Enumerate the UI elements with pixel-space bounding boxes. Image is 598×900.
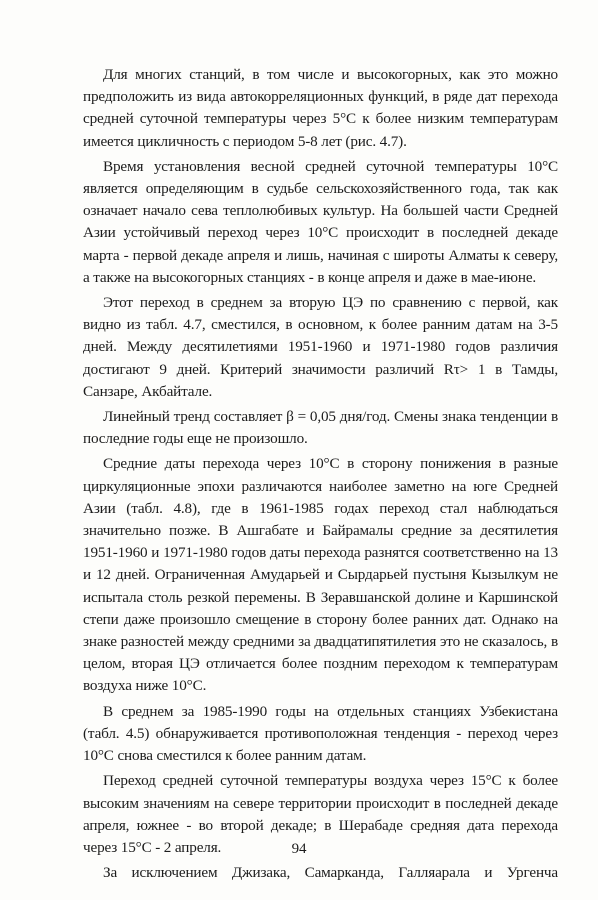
paragraph-6: В среднем за 1985-1990 годы на отдельных станциях Узбекистана (табл. 4.5) обнаруживается противоположная тенденция - переход через 10°С снова сместился к более ранним датам. <box>83 702 558 765</box>
paragraph-2: Время установления весной средней суточной температуры 10°С является определяющим в судьбе сельскохозяйственного года, так как означает начало сева теплолюбивых культур. На большей части Средней Азии устойчивый переход через 10°С происходит в последней декаде марта - первой декаде апреля и лишь, начиная с широты Алматы к северу, а также на высокогорных станциях - в конце апреля и даже в мае-июне. <box>83 157 558 286</box>
paragraph-3: Этот переход в среднем за вторую ЦЭ по сравнению с первой, как видно из табл. 4.7, сместился, в основном, к более ранним датам на 3-5 дней. Между десятилетиями 1951-1960 и 1971-1980 годов различия достигают 9 дней. Критерий значимости различий Rτ> 1 в Тамды, Санзаре, Акбайтале. <box>83 294 558 400</box>
paragraph-1: Для многих станций, в том числе и высокогорных, как это можно предположить из вида автокорреляционных функций, в ряде дат перехода средней суточной температуры через 5°С к более низким температурам имеется цикличность с периодом 5-8 лет (рис. 4.7). <box>83 66 558 150</box>
paragraph-7: Переход средней суточной температуры воздуха через 15°С к более высоким значениям на севере территории происходит в последней декаде апреля, южнее - во второй декаде; в Шерабаде средняя дата перехода через 15°С - 2 апреля. <box>83 772 558 856</box>
page-number: 94 <box>291 841 307 857</box>
paragraph-8: За исключением Джизака, Самарканда, Галляарала и Ургенча <box>103 864 558 882</box>
paragraph-4: Линейный тренд составляет β = 0,05 дня/год. Смены знака тенденции в последние годы еще не произошло. <box>83 408 558 448</box>
paragraph-5: Средние даты перехода через 10°С в сторону понижения в разные циркуляционные эпохи различаются наиболее заметно на юге Средней Азии (табл. 4.8), где в 1961-1985 годах переход стал наблюдаться значительно позже. В Ашгабате и Байрамалы средние за десятилетия 1951-1960 и 1971-1980 годов даты перехода разнятся соответственно на 13 и 12 дней. Ограниченная Амударьей и Сырдарьей пустыня Кызылкум не испытала столь резкой перемены. В Зеравшанской долине и Каршинской степи даже произошло смещение в сторону более ранних дат. Однако на знаке разностей между средними за двадцатипятилетия это не сказалось, в целом, вторая ЦЭ отличается более поздним переходом к температурам воздуха ниже 10°С. <box>83 455 558 695</box>
